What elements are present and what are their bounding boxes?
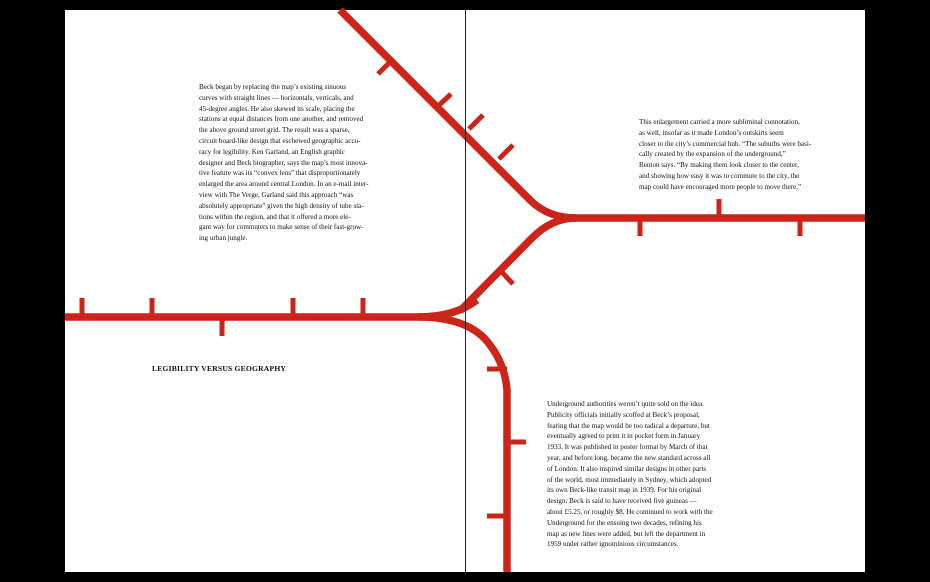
body-paragraph-right-top: This enlargement carried a more subliminal connotation, as well, insofar as it made London’s outskirts seem closer to the city’s commercial hub. “The suburbs were basi- cally created by the expansion of the underground,” Renton says. “By making them look closer to the center, and showing how easy it was to commute to the city, the map could have encouraged more people to move there.” <box>639 118 812 191</box>
page-gutter-line <box>465 10 466 572</box>
body-paragraph-left: Beck began by replacing the map’s existing sinuous curves with straight lines — horizontals, verticals, and 45-degree angles. He also skewed its scale, placing the stations at equal distances from one another, and removed the above ground street grid. The result was a sparse, circuit board-like design that eschewed geographic accu- racy for legibility. Ken Garland, an English graphic designer and Beck biographer, says the map’s most innova- tive feature was its “convex lens” that disproportionately enlarged the area around central London. In an e-mail inter- view with The Verge, Garland said this approach “was absolutely appropriate” given the high density of tube sta- tions within the region, and that it offered a more ele- gant way for commuters to make sense of their fast-grow- ing urban jungle. <box>199 83 369 243</box>
section-heading: LEGIBILITY VERSUS GEOGRAPHY <box>152 364 287 373</box>
body-paragraph-right-bottom: Underground authorities weren’t quite sold on the idea. Publicity officials initially scoffed at Beck’s proposal, fearing that the map would be too radical a departure, but eventually agreed to print it in pocket form in January 1933. It was published in poster format by March of that year, and before long, became the new standard across all of London. It also inspired similar designs in other parts of the world, most immediately in Sydney, which adopted its own Beck-like transit map in 1939. For his original design, Beck is said to have received five guineas — about £5.25, or roughly $8. He continued to work with the Underground for the ensuing two decades, refining his map as new lines were added, but left the department in 1959 under rather ignominious circumstances. <box>547 400 713 549</box>
